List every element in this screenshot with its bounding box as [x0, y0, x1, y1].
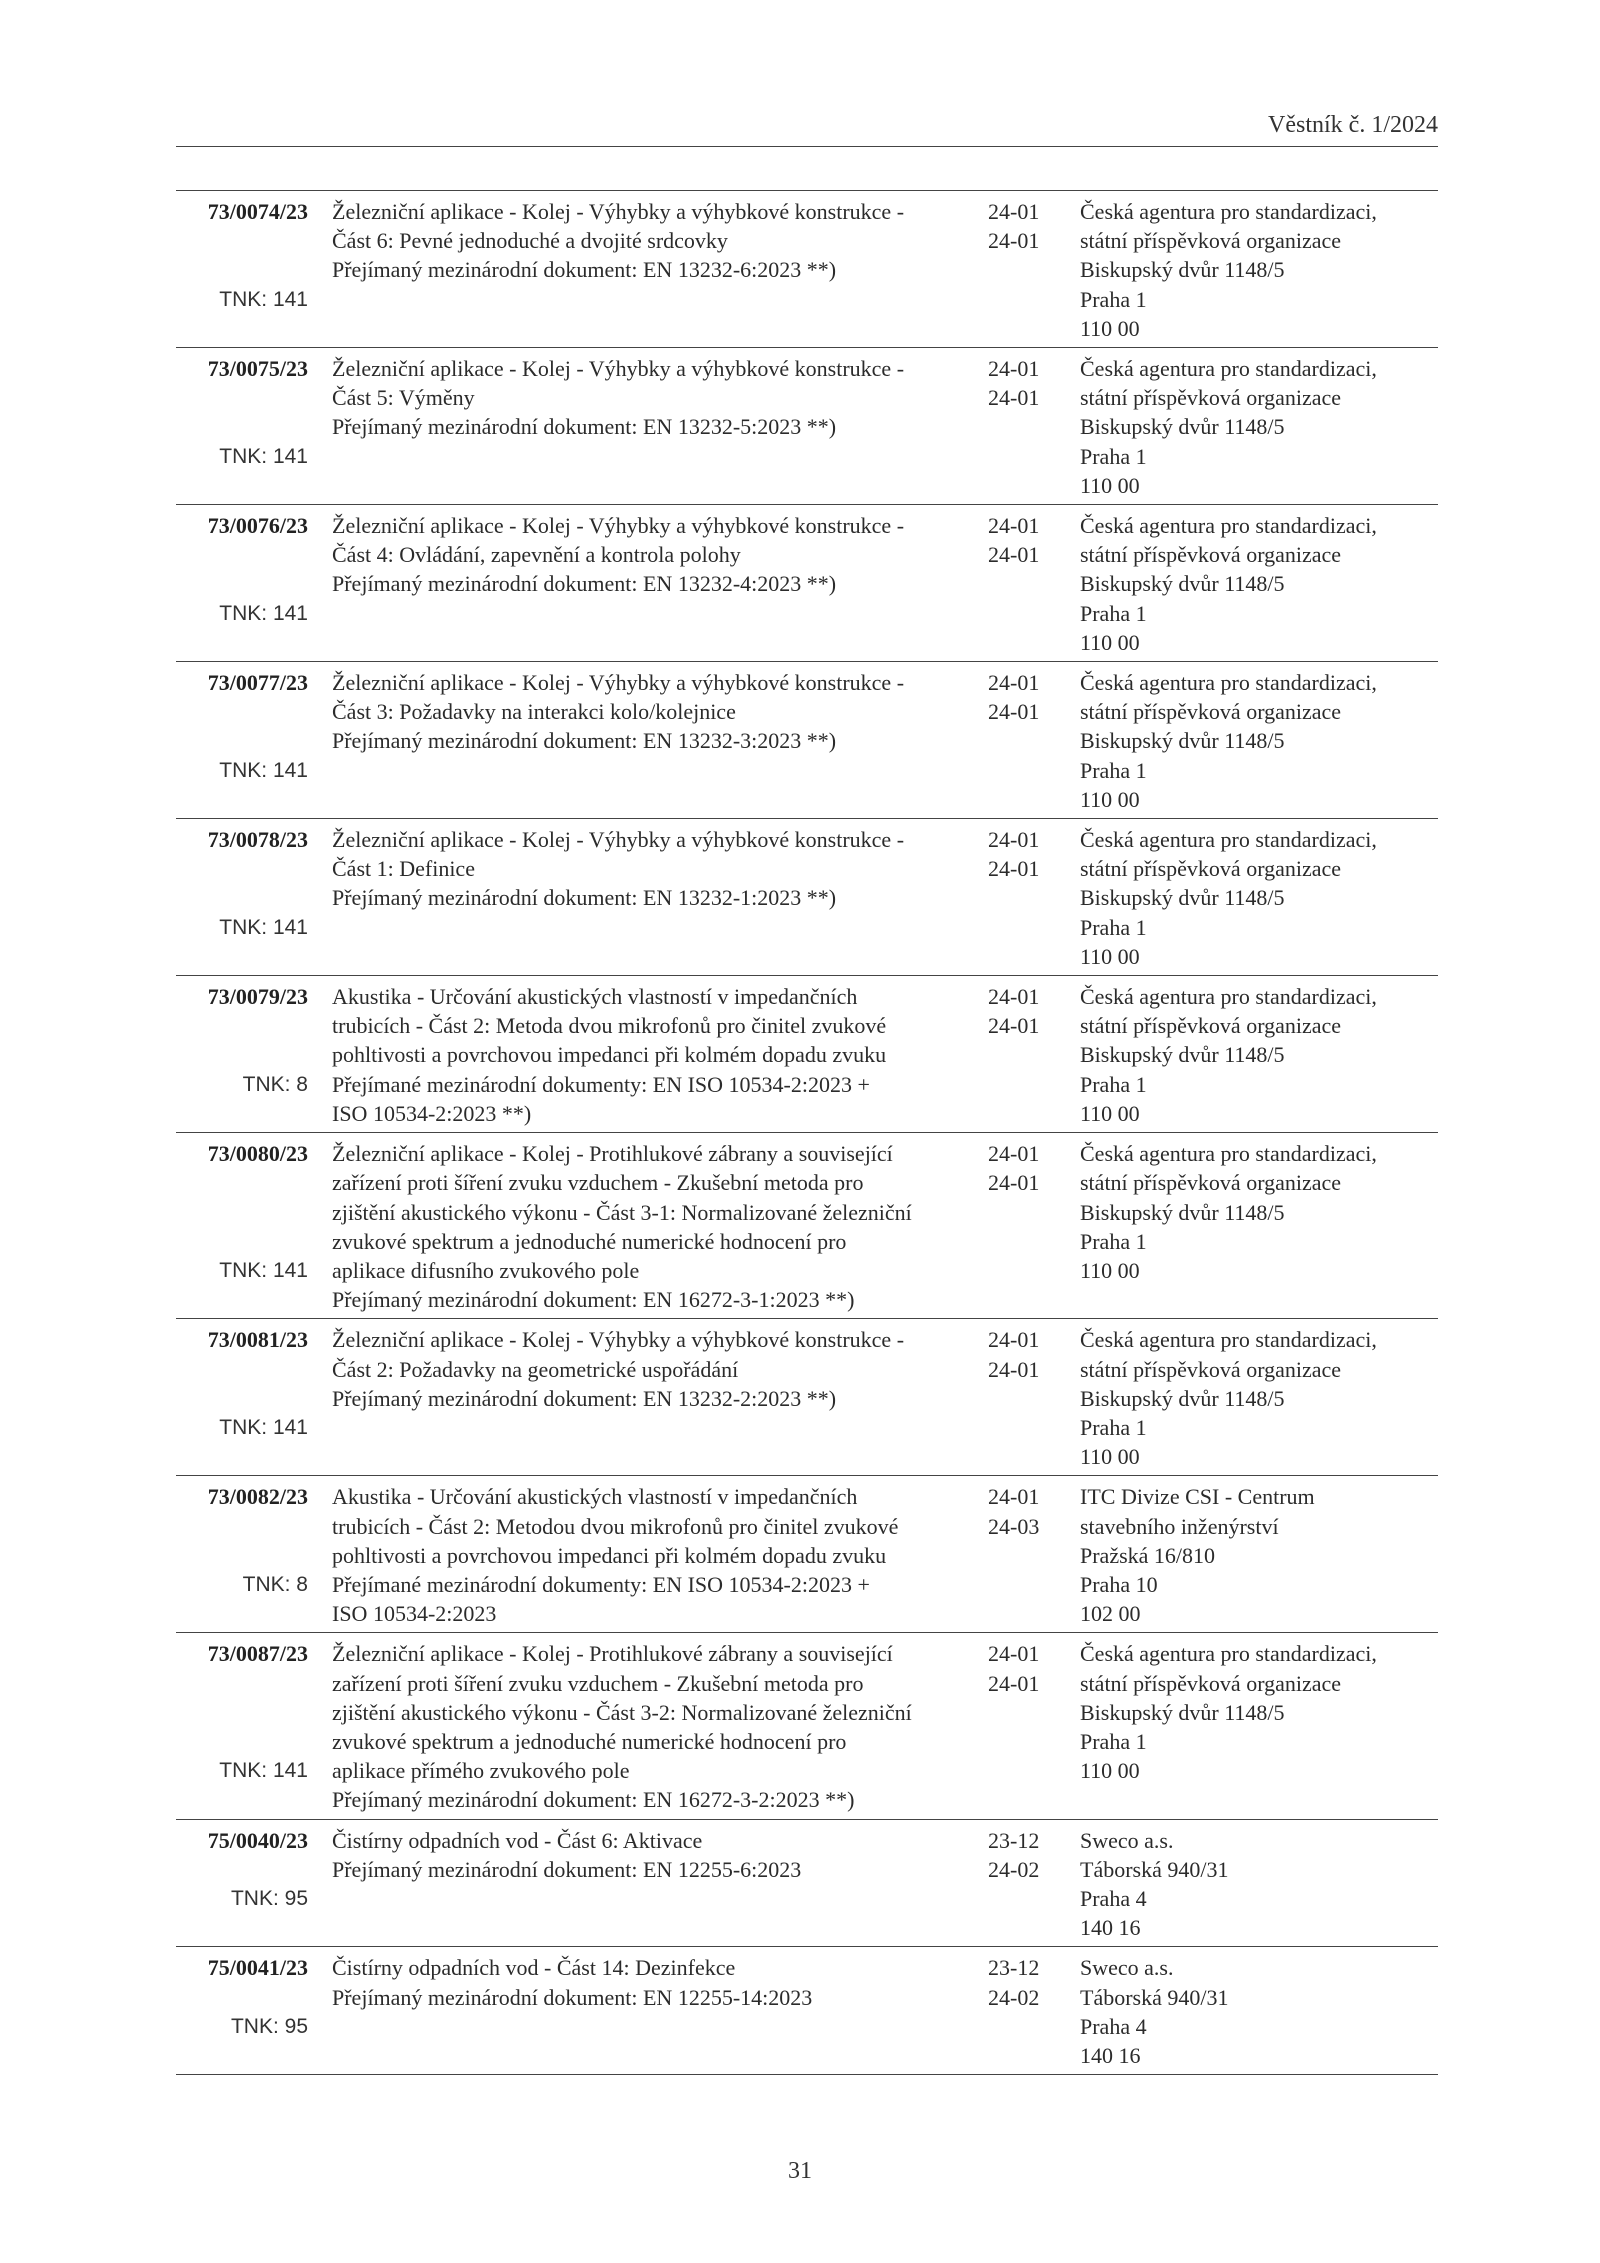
standard-number: 75/0040/23 [207, 1827, 308, 1853]
standard-number: 73/0081/23 [207, 1327, 308, 1353]
date-value: 24-01 [988, 385, 1040, 411]
record-id-cell [176, 511, 310, 657]
organization-line: Biskupský dvůr 1148/5 [1080, 571, 1285, 597]
organization-line: Praha 4 [1080, 1885, 1147, 1911]
organization-line: Biskupský dvůr 1148/5 [1080, 257, 1285, 283]
date-value: 24-01 [988, 856, 1040, 882]
standard-number: 73/0080/23 [207, 1141, 308, 1167]
record-id-cell [176, 825, 310, 971]
organization-line: Sweco a.s. [1080, 1827, 1174, 1853]
date-value: 23-12 [988, 1955, 1040, 1981]
organization-line: Biskupský dvůr 1148/5 [1080, 1699, 1285, 1725]
standard-number: 73/0079/23 [207, 984, 308, 1010]
organization-line: Táborská 940/31 [1080, 1984, 1229, 2010]
organization-line: 140 16 [1080, 2042, 1141, 2068]
date-value: 24-03 [988, 1513, 1040, 1539]
title-line: Část 1: Definice [332, 856, 475, 882]
organization-cell [1076, 1953, 1438, 2070]
organization-line: Česká agentura pro standardizaci, [1080, 984, 1377, 1010]
standard-title-cell [310, 1325, 978, 1471]
organization-line: 110 00 [1080, 1758, 1140, 1784]
record-id-cell [176, 1325, 310, 1471]
organization-line: Pražská 16/810 [1080, 1542, 1216, 1568]
table-row [176, 661, 1438, 818]
standard-title-cell [310, 511, 978, 657]
page-header [176, 110, 1438, 147]
organization-line: Česká agentura pro standardizaci, [1080, 670, 1377, 696]
dates-cell [978, 197, 1076, 343]
title-line: zařízení proti šíření zvuku vzduchem - Zkušební metoda pro [332, 1670, 864, 1696]
organization-line: Praha 1 [1080, 914, 1147, 940]
tnk-label: TNK: 95 [230, 1887, 308, 1911]
dates-cell [978, 982, 1076, 1128]
date-value: 24-01 [988, 1141, 1040, 1167]
table-row [176, 1819, 1438, 1947]
record-id-cell [176, 982, 310, 1128]
title-line: Přejímaný mezinárodní dokument: EN 16272-3-2:2023 **) [332, 1787, 855, 1813]
standard-title-cell [310, 668, 978, 814]
organization-line: Česká agentura pro standardizaci, [1080, 356, 1377, 382]
title-line: pohltivosti a povrchovou impedanci při kolmém dopadu zvuku [332, 1042, 887, 1068]
standard-number: 73/0074/23 [207, 199, 308, 224]
title-line: Akustika - Určování akustických vlastností v impedančních [332, 1484, 858, 1510]
title-line: Přejímaný mezinárodní dokument: EN 13232-2:2023 **) [332, 1385, 837, 1411]
standard-title-cell [310, 1139, 978, 1314]
organization-line: Biskupský dvůr 1148/5 [1080, 885, 1285, 911]
tnk-label: TNK: 8 [242, 1573, 308, 1597]
organization-line: 110 00 [1080, 1100, 1140, 1126]
tnk-label: TNK: 141 [219, 758, 308, 782]
title-line: ISO 10534-2:2023 **) [332, 1100, 532, 1126]
organization-line: Česká agentura pro standardizaci, [1080, 1327, 1377, 1353]
dates-cell [978, 1139, 1076, 1314]
date-value: 24-01 [988, 356, 1040, 382]
organization-cell [1076, 982, 1438, 1128]
date-value: 24-01 [988, 984, 1040, 1010]
organization-line: státní příspěvková organizace [1080, 228, 1342, 254]
standard-title-cell [310, 1639, 978, 1814]
organization-line: 110 00 [1080, 1444, 1140, 1470]
standard-title-cell [310, 1482, 978, 1628]
title-line: Přejímaný mezinárodní dokument: EN 13232-1:2023 **) [332, 885, 837, 911]
date-value: 24-01 [988, 1356, 1040, 1382]
organization-cell [1076, 668, 1438, 814]
standard-number: 73/0075/23 [207, 356, 308, 382]
dates-cell [978, 1482, 1076, 1628]
organization-line: Praha 10 [1080, 1571, 1158, 1597]
title-line: zjištění akustického výkonu - Část 3-1: Normalizované železniční [332, 1199, 912, 1225]
title-line: Přejímaný mezinárodní dokument: EN 16272-3-1:2023 **) [332, 1287, 855, 1313]
organization-cell [1076, 1325, 1438, 1471]
table-row [176, 1318, 1438, 1475]
date-value: 24-01 [988, 699, 1040, 725]
organization-line: Biskupský dvůr 1148/5 [1080, 728, 1285, 754]
organization-line: státní příspěvková organizace [1080, 1670, 1342, 1696]
page-number: 31 [788, 2158, 812, 2184]
organization-line: Česká agentura pro standardizaci, [1080, 199, 1377, 224]
table-row [176, 818, 1438, 975]
dates-cell [978, 354, 1076, 500]
standard-title-cell [310, 825, 978, 971]
organization-line: Biskupský dvůr 1148/5 [1080, 1199, 1285, 1225]
record-id-cell [176, 1482, 310, 1628]
title-line: zvukové spektrum a jednoduché numerické hodnocení pro [332, 1228, 847, 1254]
standard-title-cell [310, 1826, 978, 1943]
organization-line: Praha 1 [1080, 1414, 1147, 1440]
organization-line: 110 00 [1080, 472, 1140, 498]
title-line: Přejímaný mezinárodní dokument: EN 13232-6:2023 **) [332, 257, 837, 283]
title-line: Část 5: Výměny [332, 385, 475, 411]
organization-line: Praha 1 [1080, 600, 1147, 626]
title-line: Část 3: Požadavky na interakci kolo/kolejnice [332, 699, 736, 725]
organization-cell [1076, 1139, 1438, 1314]
tnk-label: TNK: 141 [219, 915, 308, 939]
table-row [176, 1475, 1438, 1632]
title-line: Železniční aplikace - Kolej - Protihlukové zábrany a související [332, 1641, 893, 1667]
table-row [176, 1632, 1438, 1818]
organization-line: státní příspěvková organizace [1080, 1356, 1342, 1382]
date-value: 24-01 [988, 1641, 1040, 1667]
tnk-label: TNK: 141 [219, 1759, 308, 1783]
standard-number: 73/0076/23 [207, 513, 308, 539]
tnk-label: TNK: 141 [219, 1416, 308, 1440]
date-value: 24-02 [988, 1984, 1040, 2010]
organization-line: Praha 1 [1080, 1228, 1147, 1254]
title-line: zjištění akustického výkonu - Část 3-2: Normalizované železniční [332, 1699, 912, 1725]
record-id-cell [176, 1139, 310, 1314]
standard-number: 73/0082/23 [207, 1484, 308, 1510]
dates-cell [978, 1826, 1076, 1943]
standards-table [176, 190, 1438, 2075]
organization-line: státní příspěvková organizace [1080, 699, 1342, 725]
organization-line: státní příspěvková organizace [1080, 1170, 1342, 1196]
title-line: Část 6: Pevné jednoduché a dvojité srdcovky [332, 228, 728, 254]
title-line: aplikace difusního zvukového pole [332, 1257, 640, 1283]
dates-cell [978, 825, 1076, 971]
date-value: 24-01 [988, 228, 1040, 254]
title-line: trubicích - Část 2: Metoda dvou mikrofonů pro činitel zvukové [332, 1013, 887, 1039]
organization-line: státní příspěvková organizace [1080, 1013, 1342, 1039]
record-id-cell [176, 354, 310, 500]
title-line: Železniční aplikace - Kolej - Výhybky a výhybkové konstrukce - [332, 513, 905, 539]
title-line: Železniční aplikace - Kolej - Výhybky a výhybkové konstrukce - [332, 199, 905, 224]
title-line: Železniční aplikace - Kolej - Výhybky a výhybkové konstrukce - [332, 670, 905, 696]
dates-cell [978, 511, 1076, 657]
organization-line: 110 00 [1080, 786, 1140, 812]
date-value: 24-01 [988, 199, 1040, 224]
title-line: Železniční aplikace - Kolej - Výhybky a výhybkové konstrukce - [332, 1327, 905, 1353]
tnk-label: TNK: 8 [242, 1072, 308, 1096]
bulletin-title: Věstník č. 1/2024 [1268, 112, 1438, 138]
organization-cell [1076, 1482, 1438, 1628]
title-line: Část 2: Požadavky na geometrické uspořádání [332, 1356, 739, 1382]
standard-number: 73/0078/23 [207, 827, 308, 853]
title-line: Přejímaný mezinárodní dokument: EN 12255-6:2023 [332, 1856, 802, 1882]
table-row [176, 504, 1438, 661]
tnk-label: TNK: 141 [219, 287, 308, 311]
standard-title-cell [310, 197, 978, 343]
date-value: 24-01 [988, 1170, 1040, 1196]
title-line: Přejímaný mezinárodní dokument: EN 12255-14:2023 [332, 1984, 813, 2010]
organization-line: státní příspěvková organizace [1080, 542, 1342, 568]
organization-cell [1076, 197, 1438, 343]
date-value: 24-02 [988, 1856, 1040, 1882]
organization-line: Biskupský dvůr 1148/5 [1080, 1385, 1285, 1411]
organization-line: 102 00 [1080, 1601, 1141, 1627]
date-value: 23-12 [988, 1827, 1040, 1853]
date-value: 24-01 [988, 827, 1040, 853]
organization-line: Táborská 940/31 [1080, 1856, 1229, 1882]
organization-line: stavebního inženýrství [1080, 1513, 1279, 1539]
title-line: Železniční aplikace - Kolej - Výhybky a výhybkové konstrukce - [332, 827, 905, 853]
title-line: Přejímané mezinárodní dokumenty: EN ISO 10534-2:2023 + [332, 1071, 870, 1097]
standard-number: 75/0041/23 [207, 1955, 308, 1981]
organization-line: 110 00 [1080, 315, 1140, 341]
organization-line: státní příspěvková organizace [1080, 385, 1342, 411]
tnk-label: TNK: 95 [230, 2014, 308, 2038]
title-line: Železniční aplikace - Kolej - Výhybky a výhybkové konstrukce - [332, 356, 905, 382]
title-line: Část 4: Ovládání, zapevnění a kontrola polohy [332, 542, 741, 568]
title-line: zvukové spektrum a jednoduché numerické hodnocení pro [332, 1728, 847, 1754]
date-value: 24-01 [988, 670, 1040, 696]
tnk-label: TNK: 141 [219, 444, 308, 468]
title-line: Železniční aplikace - Kolej - Protihlukové zábrany a související [332, 1141, 893, 1167]
record-id-cell [176, 1639, 310, 1814]
organization-cell [1076, 511, 1438, 657]
date-value: 24-01 [988, 542, 1040, 568]
organization-line: státní příspěvková organizace [1080, 856, 1342, 882]
record-id-cell [176, 1826, 310, 1943]
organization-cell [1076, 1639, 1438, 1814]
title-line: Čistírny odpadních vod - Část 14: Dezinfekce [332, 1955, 736, 1981]
title-line: Akustika - Určování akustických vlastností v impedančních [332, 984, 858, 1010]
record-id-cell [176, 1953, 310, 2070]
standard-title-cell [310, 982, 978, 1128]
date-value: 24-01 [988, 1013, 1040, 1039]
dates-cell [978, 1953, 1076, 2070]
organization-line: 110 00 [1080, 1257, 1140, 1283]
date-value: 24-01 [988, 1484, 1040, 1510]
organization-line: Česká agentura pro standardizaci, [1080, 513, 1377, 539]
organization-line: Biskupský dvůr 1148/5 [1080, 1042, 1285, 1068]
organization-line: Praha 1 [1080, 757, 1147, 783]
title-line: aplikace přímého zvukového pole [332, 1758, 630, 1784]
standard-title-cell [310, 354, 978, 500]
table-row [176, 1946, 1438, 2075]
organization-line: ITC Divize CSI - Centrum [1080, 1484, 1315, 1510]
organization-cell [1076, 1826, 1438, 1943]
title-line: ISO 10534-2:2023 [332, 1601, 497, 1627]
organization-line: Praha 1 [1080, 286, 1147, 312]
organization-line: Praha 1 [1080, 1071, 1147, 1097]
title-line: Čistírny odpadních vod - Část 6: Aktivace [332, 1827, 703, 1853]
table-row [176, 1132, 1438, 1318]
date-value: 24-01 [988, 1327, 1040, 1353]
tnk-label: TNK: 141 [219, 1259, 308, 1283]
table-row [176, 190, 1438, 347]
standard-number: 73/0077/23 [207, 670, 308, 696]
organization-line: Praha 1 [1080, 1728, 1147, 1754]
tnk-label: TNK: 141 [219, 601, 308, 625]
title-line: Přejímaný mezinárodní dokument: EN 13232-5:2023 **) [332, 414, 837, 440]
standard-number: 73/0087/23 [207, 1641, 308, 1667]
record-id-cell [176, 668, 310, 814]
date-value: 24-01 [988, 513, 1040, 539]
organization-cell [1076, 825, 1438, 971]
record-id-cell [176, 197, 310, 343]
organization-cell [1076, 354, 1438, 500]
title-line: Přejímaný mezinárodní dokument: EN 13232-3:2023 **) [332, 728, 837, 754]
organization-line: Česká agentura pro standardizaci, [1080, 1641, 1377, 1667]
organization-line: Praha 1 [1080, 443, 1147, 469]
organization-line: 140 16 [1080, 1915, 1141, 1941]
organization-line: 110 00 [1080, 943, 1140, 969]
organization-line: Praha 4 [1080, 2013, 1147, 2039]
title-line: Přejímané mezinárodní dokumenty: EN ISO 10534-2:2023 + [332, 1571, 870, 1597]
organization-line: Česká agentura pro standardizaci, [1080, 827, 1377, 853]
title-line: Přejímaný mezinárodní dokument: EN 13232-4:2023 **) [332, 571, 837, 597]
standard-title-cell [310, 1953, 978, 2070]
title-line: pohltivosti a povrchovou impedanci při kolmém dopadu zvuku [332, 1542, 887, 1568]
dates-cell [978, 1325, 1076, 1471]
organization-line: Biskupský dvůr 1148/5 [1080, 414, 1285, 440]
date-value: 24-01 [988, 1670, 1040, 1696]
dates-cell [978, 668, 1076, 814]
title-line: trubicích - Část 2: Metodou dvou mikrofonů pro činitel zvukové [332, 1513, 899, 1539]
title-line: zařízení proti šíření zvuku vzduchem - Zkušební metoda pro [332, 1170, 864, 1196]
organization-line: Česká agentura pro standardizaci, [1080, 1141, 1377, 1167]
table-row [176, 347, 1438, 504]
dates-cell [978, 1639, 1076, 1814]
organization-line: Sweco a.s. [1080, 1955, 1174, 1981]
table-row [176, 975, 1438, 1132]
organization-line: 110 00 [1080, 629, 1140, 655]
